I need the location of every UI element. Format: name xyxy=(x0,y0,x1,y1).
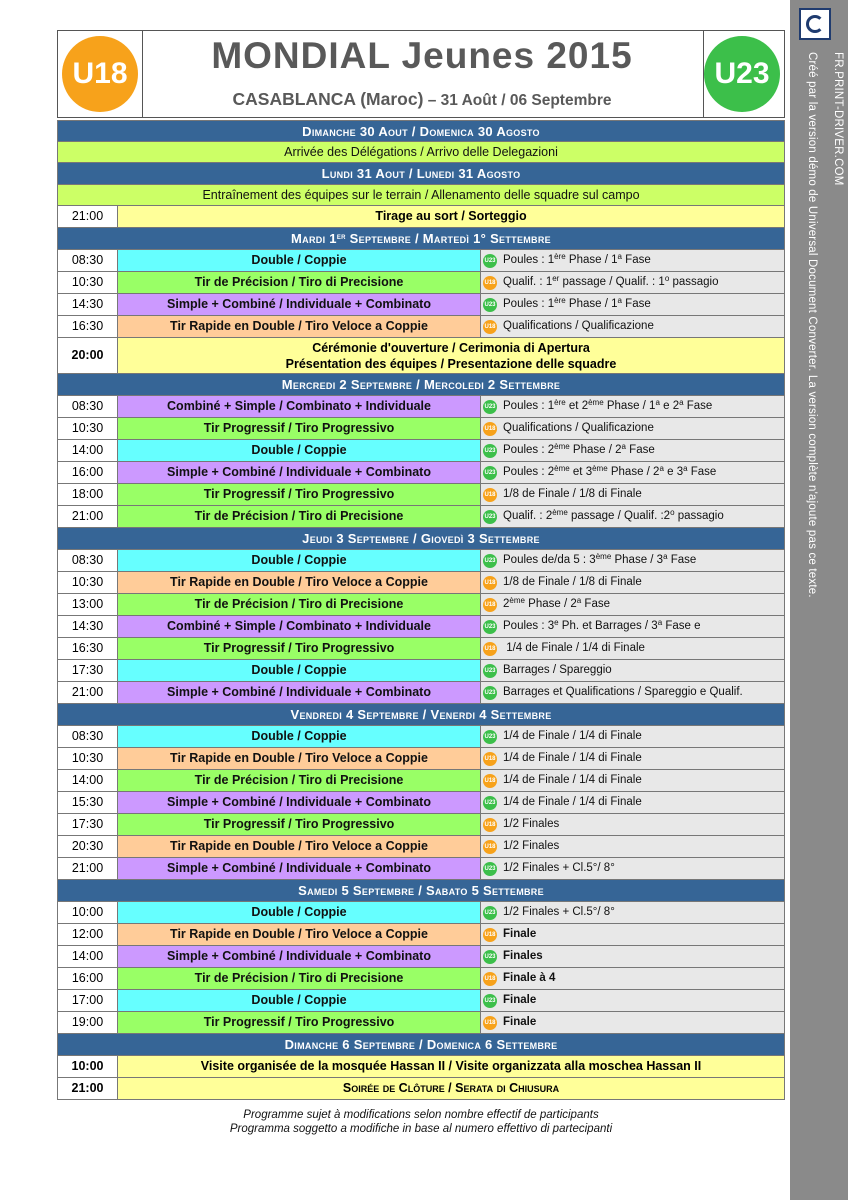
phase-info: 2ème Phase / 2$^a$ Fase xyxy=(503,596,610,610)
event-cell: Simple + Combiné / Individuale + Combinato xyxy=(118,462,481,483)
u23-icon: U23 xyxy=(483,444,497,458)
u23-icon: U23 xyxy=(483,686,497,700)
u23-icon: U23 xyxy=(483,466,497,480)
schedule-row xyxy=(57,638,785,660)
phase-info: Poules : 2ème et 3ème Phase / 2$^a$ e 3$^a$ Fase xyxy=(503,464,717,478)
converter-logo-icon xyxy=(799,8,831,40)
schedule-row xyxy=(57,770,785,792)
event-cell: Tir Progressif / Tiro Progressivo xyxy=(118,1012,481,1033)
u18-badge: U18 xyxy=(62,36,138,112)
category-cell xyxy=(481,572,784,593)
u23-icon: U23 xyxy=(483,620,497,634)
footer-note-fr: Programme sujet à modifications selon nombre effectif de participants xyxy=(243,1109,599,1121)
event-cell: Tir de Précision / Tiro di Precisione xyxy=(118,770,481,791)
event-cell: Tir Progressif / Tiro Progressivo xyxy=(118,814,481,835)
event-cell: Double / Coppie xyxy=(118,660,481,681)
category-cell xyxy=(481,1012,784,1033)
watermark-url: FR.PRINT-DRIVER.COM xyxy=(832,52,844,186)
phase-info: Qualifications / Qualificazione xyxy=(503,320,654,332)
phase-info: Qualif. : 2ème passage / Qualif. :2$^o$ passagio xyxy=(503,508,724,522)
event-cell: Tir de Précision / Tiro di Precisione xyxy=(118,506,481,527)
time-cell: 10:30 xyxy=(58,272,118,293)
u18-icon: U18 xyxy=(483,972,497,986)
schedule-row xyxy=(57,726,785,748)
event-line: Présentation des équipes / Presentazione delle squadre xyxy=(285,357,617,371)
time-cell: 16:00 xyxy=(58,968,118,989)
time-cell: 08:30 xyxy=(58,726,118,747)
category-cell xyxy=(481,594,784,615)
event-dates: – 31 Août / 06 Septembre xyxy=(423,92,612,109)
city: CASABLANCA (Maroc) xyxy=(232,89,424,109)
category-cell xyxy=(481,726,784,747)
time-cell: 16:00 xyxy=(58,462,118,483)
phase-info: 1/8 de Finale / 1/8 di Finale xyxy=(503,576,642,588)
event-cell: Double / Coppie xyxy=(118,250,481,271)
event-cell: Tir Rapide en Double / Tiro Veloce a Coppie xyxy=(118,748,481,769)
category-cell xyxy=(481,924,784,945)
phase-info: Qualifications / Qualificazione xyxy=(503,422,654,434)
category-cell xyxy=(481,946,784,967)
u18-icon: U18 xyxy=(483,576,497,590)
event-cell: Simple + Combiné / Individuale + Combinato xyxy=(118,858,481,879)
time-cell: 17:30 xyxy=(58,660,118,681)
day-note: Entraînement des équipes sur le terrain / Allenamento delle squadre sul campo xyxy=(57,185,785,206)
day-header: Lundi 31 Aout / Lunedi 31 Agosto xyxy=(57,163,785,185)
event-cell: Visite organisée de la mosquée Hassan II / Visite organizzata alla moschea Hassan II xyxy=(118,1056,784,1077)
schedule-row xyxy=(57,792,785,814)
time-cell: 16:30 xyxy=(58,638,118,659)
schedule-row xyxy=(57,396,785,418)
time-cell: 19:00 xyxy=(58,1012,118,1033)
category-cell xyxy=(481,550,784,571)
phase-info: Finale à 4 xyxy=(503,972,556,984)
day-header: Jeudi 3 Septembre / Giovedì 3 Settembre xyxy=(57,528,785,550)
schedule-table xyxy=(57,120,785,1100)
phase-info: 1/2 Finales + Cl.5°/ 8° xyxy=(503,862,615,874)
event-cell: Tir Rapide en Double / Tiro Veloce a Coppie xyxy=(118,572,481,593)
time-cell: 14:00 xyxy=(58,770,118,791)
footer-note-it: Programma soggetto a modifiche in base al numero effettivo di partecipanti xyxy=(229,1123,613,1135)
u23-badge: U23 xyxy=(704,36,780,112)
time-cell: 18:00 xyxy=(58,484,118,505)
event-cell: Tir Rapide en Double / Tiro Veloce a Coppie xyxy=(118,836,481,857)
phase-info: 1/8 de Finale / 1/8 di Finale xyxy=(503,488,642,500)
u23-icon: U23 xyxy=(483,862,497,876)
day-header: Mercredi 2 Septembre / Mercoledi 2 Settembre xyxy=(57,374,785,396)
schedule-row xyxy=(57,594,785,616)
category-cell xyxy=(481,902,784,923)
event-cell: Tir Progressif / Tiro Progressivo xyxy=(118,638,481,659)
phase-info: 1/2 Finales xyxy=(503,818,560,830)
time-cell: 14:00 xyxy=(58,440,118,461)
footer-note xyxy=(57,1108,785,1136)
time-cell: 21:00 xyxy=(58,682,118,703)
schedule-row xyxy=(57,316,785,338)
category-cell xyxy=(481,616,784,637)
event-cell: Simple + Combiné / Individuale + Combinato xyxy=(118,946,481,967)
time-cell: 10:30 xyxy=(58,748,118,769)
time-cell: 10:00 xyxy=(58,902,118,923)
schedule-row xyxy=(57,1056,785,1078)
phase-info: Barrages / Spareggio xyxy=(503,664,612,676)
page-subtitle xyxy=(148,89,696,110)
u23-icon: U23 xyxy=(483,298,497,312)
schedule-row xyxy=(57,250,785,272)
phase-info: Finales xyxy=(503,950,543,962)
schedule-row xyxy=(57,814,785,836)
phase-info: Finale xyxy=(503,928,537,940)
time-cell: 21:00 xyxy=(58,858,118,879)
event-cell: Double / Coppie xyxy=(118,990,481,1011)
u18-icon: U18 xyxy=(483,642,497,656)
time-cell: 08:30 xyxy=(58,250,118,271)
schedule-row xyxy=(57,572,785,594)
phase-info: 1/4 de Finale / 1/4 di Finale xyxy=(503,730,642,742)
time-cell: 10:30 xyxy=(58,572,118,593)
category-cell xyxy=(481,638,784,659)
u23-icon: U23 xyxy=(483,664,497,678)
time-cell: 08:30 xyxy=(58,550,118,571)
u18-icon: U18 xyxy=(483,1016,497,1030)
event-cell: Simple + Combiné / Individuale + Combinato xyxy=(118,792,481,813)
schedule-row xyxy=(57,616,785,638)
schedule-row xyxy=(57,924,785,946)
category-cell xyxy=(481,316,784,337)
category-cell xyxy=(481,294,784,315)
watermark-sidebar xyxy=(790,0,848,1200)
u18-icon: U18 xyxy=(483,276,497,290)
event-cell: Soirée de Clôture / Serata di Chiusura xyxy=(118,1078,784,1099)
time-cell: 21:00 xyxy=(58,1078,118,1099)
phase-info: Finale xyxy=(503,994,537,1006)
schedule-row xyxy=(57,418,785,440)
category-cell xyxy=(481,836,784,857)
schedule-row xyxy=(57,1078,785,1100)
u18-icon: U18 xyxy=(483,840,497,854)
schedule-row xyxy=(57,660,785,682)
u23-icon: U23 xyxy=(483,950,497,964)
event-cell: Double / Coppie xyxy=(118,902,481,923)
category-cell xyxy=(481,682,784,703)
schedule-row xyxy=(57,338,785,374)
page-header xyxy=(57,30,785,118)
schedule-row xyxy=(57,506,785,528)
day-header: Mardi 1er Septembre / Martedì 1° Settembre xyxy=(57,228,785,250)
event-cell: Tir Progressif / Tiro Progressivo xyxy=(118,484,481,505)
time-cell: 20:30 xyxy=(58,836,118,857)
day-header: Dimanche 6 Septembre / Domenica 6 Settembre xyxy=(57,1034,785,1056)
time-cell: 17:00 xyxy=(58,990,118,1011)
schedule-row xyxy=(57,748,785,770)
category-cell xyxy=(481,660,784,681)
phase-info: 1/4 de Finale / 1/4 di Finale xyxy=(503,774,642,786)
u18-icon: U18 xyxy=(483,928,497,942)
phase-info: 1/2 Finales xyxy=(503,840,560,852)
event-cell: Double / Coppie xyxy=(118,440,481,461)
category-cell xyxy=(481,858,784,879)
time-cell: 21:00 xyxy=(58,206,118,227)
u18-icon: U18 xyxy=(483,598,497,612)
category-cell xyxy=(481,748,784,769)
phase-info: Poules : 1ère Phase / 1$^a$ Fase xyxy=(503,296,651,310)
schedule-row xyxy=(57,440,785,462)
time-cell: 08:30 xyxy=(58,396,118,417)
page-title: MONDIAL Jeunes 2015 xyxy=(211,35,633,76)
phase-info: Finale xyxy=(503,1016,537,1028)
phase-info: 1/2 Finales + Cl.5°/ 8° xyxy=(503,906,615,918)
time-cell: 17:30 xyxy=(58,814,118,835)
u18-icon: U18 xyxy=(483,422,497,436)
phase-info: Poules : 1ère Phase / 1$^a$ Fase xyxy=(503,252,651,266)
u23-icon: U23 xyxy=(483,510,497,524)
event-cell xyxy=(118,338,784,373)
time-cell: 15:30 xyxy=(58,792,118,813)
u23-icon: U23 xyxy=(483,906,497,920)
category-cell xyxy=(481,272,784,293)
watermark-text: Créé par la version démo de Universal Document Converter. La version complète n'ajoute pas ce texte. xyxy=(806,52,818,598)
u18-icon: U18 xyxy=(483,488,497,502)
phase-info: Poules de/da 5 : 3ème Phase / 3$^a$ Fase xyxy=(503,552,697,566)
time-cell: 21:00 xyxy=(58,506,118,527)
u23-icon: U23 xyxy=(483,796,497,810)
schedule-row xyxy=(57,206,785,228)
event-line: Cérémonie d'ouverture / Cerimonia di Apertura xyxy=(312,341,590,355)
category-cell xyxy=(481,792,784,813)
schedule-row xyxy=(57,902,785,924)
schedule-row xyxy=(57,946,785,968)
event-cell: Combiné + Simple / Combinato + Individuale xyxy=(118,396,481,417)
category-cell xyxy=(481,396,784,417)
schedule-row xyxy=(57,294,785,316)
u18-icon: U18 xyxy=(483,752,497,766)
schedule-row xyxy=(57,682,785,704)
category-cell xyxy=(481,250,784,271)
event-cell: Tir de Précision / Tiro di Precisione xyxy=(118,968,481,989)
u23-icon: U23 xyxy=(483,554,497,568)
schedule-row xyxy=(57,272,785,294)
phase-info: 1/4 de Finale / 1/4 di Finale xyxy=(503,752,642,764)
category-cell xyxy=(481,770,784,791)
phase-info: Poules : 3e Ph. et Barrages / 3$^a$ Fase e xyxy=(503,618,701,632)
event-cell: Tir de Précision / Tiro di Precisione xyxy=(118,594,481,615)
u23-icon: U23 xyxy=(483,254,497,268)
category-cell xyxy=(481,506,784,527)
time-cell: 14:30 xyxy=(58,616,118,637)
time-cell: 20:00 xyxy=(58,338,118,373)
event-cell: Double / Coppie xyxy=(118,550,481,571)
category-cell xyxy=(481,990,784,1011)
category-cell xyxy=(481,968,784,989)
u18-icon: U18 xyxy=(483,818,497,832)
phase-info: Barrages et Qualifications / Spareggio e Qualif. xyxy=(503,686,743,698)
u23-icon: U23 xyxy=(483,994,497,1008)
u23-icon: U23 xyxy=(483,400,497,414)
u18-icon: U18 xyxy=(483,320,497,334)
phase-info: 1/4 de Finale / 1/4 di Finale xyxy=(503,642,645,654)
schedule-row xyxy=(57,462,785,484)
schedule-row xyxy=(57,968,785,990)
category-cell xyxy=(481,418,784,439)
category-cell xyxy=(481,462,784,483)
schedule-row xyxy=(57,858,785,880)
schedule-row xyxy=(57,990,785,1012)
time-cell: 14:00 xyxy=(58,946,118,967)
event-cell: Tir Rapide en Double / Tiro Veloce a Coppie xyxy=(118,316,481,337)
category-cell xyxy=(481,484,784,505)
category-cell xyxy=(481,814,784,835)
u18-icon: U18 xyxy=(483,774,497,788)
phase-info: 1/4 de Finale / 1/4 di Finale xyxy=(503,796,642,808)
time-cell: 10:30 xyxy=(58,418,118,439)
phase-info: Qualif. : 1er passage / Qualif. : 1$^o$ passagio xyxy=(503,274,719,288)
event-cell: Simple + Combiné / Individuale + Combinato xyxy=(118,682,481,703)
day-header: Samedi 5 Septembre / Sabato 5 Settembre xyxy=(57,880,785,902)
time-cell: 12:00 xyxy=(58,924,118,945)
event-cell: Simple + Combiné / Individuale + Combinato xyxy=(118,294,481,315)
event-cell: Tir Progressif / Tiro Progressivo xyxy=(118,418,481,439)
schedule-row xyxy=(57,1012,785,1034)
phase-info: Poules : 1ère et 2ème Phase / 1$^a$ e 2$^a$ Fase xyxy=(503,398,713,412)
schedule-row xyxy=(57,836,785,858)
event-cell: Tir de Précision / Tiro di Precisione xyxy=(118,272,481,293)
schedule-row xyxy=(57,550,785,572)
event-cell: Double / Coppie xyxy=(118,726,481,747)
day-note: Arrivée des Délégations / Arrivo delle Delegazioni xyxy=(57,142,785,163)
u23-icon: U23 xyxy=(483,730,497,744)
phase-info: Poules : 2ème Phase / 2$^a$ Fase xyxy=(503,442,655,456)
time-cell: 16:30 xyxy=(58,316,118,337)
time-cell: 14:30 xyxy=(58,294,118,315)
day-header: Vendredi 4 Septembre / Venerdi 4 Settembre xyxy=(57,704,785,726)
time-cell: 13:00 xyxy=(58,594,118,615)
header-divider xyxy=(142,31,143,117)
event-cell: Tirage au sort / Sorteggio xyxy=(118,206,784,227)
category-cell xyxy=(481,440,784,461)
schedule-row xyxy=(57,484,785,506)
day-header: Dimanche 30 Aout / Domenica 30 Agosto xyxy=(57,120,785,142)
event-cell: Tir Rapide en Double / Tiro Veloce a Coppie xyxy=(118,924,481,945)
event-cell: Combiné + Simple / Combinato + Individuale xyxy=(118,616,481,637)
time-cell: 10:00 xyxy=(58,1056,118,1077)
